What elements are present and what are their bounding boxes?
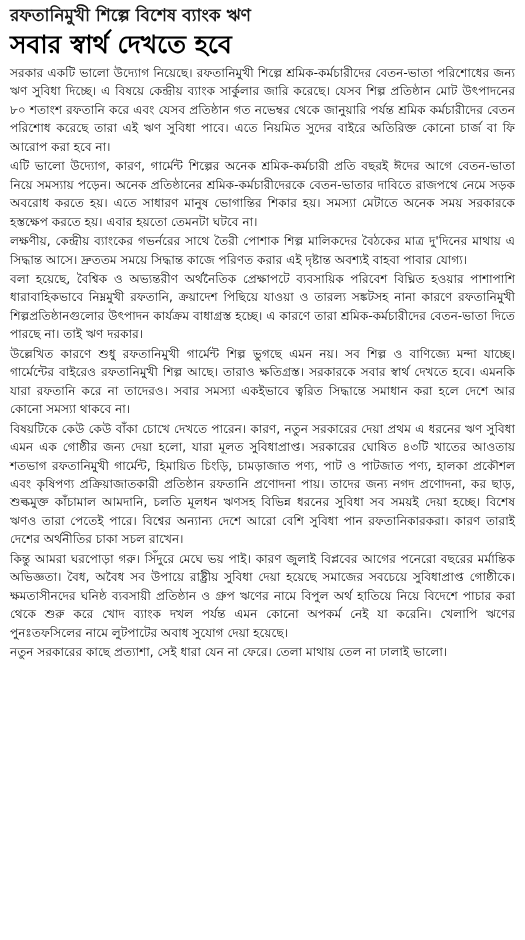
article-kicker: রফতানিমুখী শিল্পে বিশেষ ব্যাংক ঋণ [10, 6, 251, 26]
paragraph-3: লক্ষণীয়, কেন্দ্রীয় ব্যাংকের গভর্নরের সাথে তৈরী পোশাক শিল্প মালিকদের বৈঠকের মাত্র দু'দিনের মাথায় এ সিদ্ধান্ত আসে। দ্রুততম সময়ে সিদ্ধান্ত কাজে পরিণত করার এই দৃষ্টান্ত অবশ্যই বাহবা পাবার যোগ্য। [10, 234, 515, 267]
paragraph-7: কিন্তু আমরা ঘরপোড়া গরু। সিঁদুরে মেঘে ভয় পাই। কারণ জুলাই বিপ্লবের আগের পনেরো বছরের মর্মান্তিক অভিজ্ঞতা। বৈধ, অবৈধ সব উপায়ে রাষ্ট্রীয় সুবিধা দেয়া হয়েছে সমাজের সবচেয়ে সুবিধাপ্রাপ্ত গোষ্ঠীকে। ক্ষমতাসীনদের ঘনিষ্ঠ ব্যবসায়ী প্রতিষ্ঠান ও গ্রুপ ঋণের নামে বিপুল অর্থ হাতিয়ে নিয়ে বিদেশে পাচার করা থেকে শুরু করে খোদ ব্যাংক দখল পর্যন্ত এমন কোনো অপকর্ম নেই যা করেনি। খেলাপি ঋণের পুনঃতফসিলের নামে লুটপাটের অবাধ সুযোগ দেয়া হয়েছে। [10, 551, 515, 640]
paragraph-4: বলা হয়েছে, বৈশ্বিক ও অভ্যন্তরীণ অর্থনৈতিক প্রেক্ষাপটে ব্যবসায়িক পরিবেশ বিঘ্নিত হওয়ার পাশাপাশি ধারাবাহিকভাবে নিম্নমুখী রফতানি, ক্রয়াদেশ পিছিয়ে যাওয়া ও তারল্য সঙ্কটসহ নানা কারণে রফতানিমুখী শিল্পপ্রতিষ্ঠানগুলোর উৎপাদন কার্যক্রম বাধাগ্রস্ত হচ্ছে। এ কারণে তারা শ্রমিক-কর্মচারীদের বেতন-ভাতা দিতে পারছে না। তাই ঋণ দরকার। [10, 271, 515, 342]
article-body [10, 64, 515, 662]
paragraph-2: এটি ভালো উদ্যোগ, কারণ, গার্মেন্ট শিল্পের অনেক শ্রমিক-কর্মচারী প্রতি বছরই ঈদের আগে বেতন-ভাতা নিয়ে সমস্যায় পড়েন। অনেক প্রতিষ্ঠানের শ্রমিক-কর্মচারীদেরকে বেতন-ভাতার দাবিতে রাজপথে নেমে সড়ক অবরোধ করতে হয়। এতে সাধারণ মানুষ ভোগান্তির শিকার হয়। সমস্যা মেটাতে অনেক সময় সরকারকে হস্তক্ষেপ করতে হয়। এবার হয়তো তেমনটা ঘটবে না। [10, 159, 515, 229]
paragraph-1: সরকার একটি ভালো উদ্যোগ নিয়েছে। রফতানিমুখী শিল্পে শ্রমিক-কর্মচারীদের বেতন-ভাতা পরিশোধের জন্য ঋণ সুবিধা দিচ্ছে। এ বিষয়ে কেন্দ্রীয় ব্যাংক সার্কুলার জারি করেছে। যেসব শিল্প প্রতিষ্ঠান মোট উৎপাদনের ৮০ শতাংশ রফতানি করে এবং যেসব প্রতিষ্ঠান গত নভেম্বর থেকে জানুয়ারি পর্যন্ত শ্রমিক কর্মচারীদের বেতন পরিশোধ করেছে তারা এই ঋণ সুবিধা পাবে। এতে নিয়মিত সুদের বাইরে অতিরিক্ত কোনো চার্জ বা ফি আরোপ করা হবে না। [10, 66, 515, 154]
paragraph-6: বিষয়টিকে কেউ কেউ বাঁকা চোখে দেখতে পারেন। কারণ, নতুন সরকারের দেয়া প্রথম এ ধরনের ঋণ সুবিধা এমন এক গোষ্ঠীর জন্য দেয়া হলো, যারা মূলত সুবিধাপ্রাপ্ত। সরকারের ঘোষিত ৪৩টি খাতের আওতায় শতভাগ রফতানিমুখী গার্মেন্ট, হিমায়িত চিংড়ি, চামড়াজাত পণ্য, পাট ও পাটজাত পণ্য, হালকা প্রকৌশল এবং কৃষিপণ্য প্রক্রিয়াজাতকারী প্রতিষ্ঠান রফতানি প্রণোদনা পায়। তাদের জন্য নগদ প্রণোদনা, কর ছাড়, শুল্কমুক্ত কাঁচামাল আমদানি, চলতি মূলধন ঋণসহ বিভিন্ন ধরনের সুবিধা সব সময়ই দেয়া হচ্ছে। বিশেষ ঋণও তারা পেতেই পারে। বিশ্বের অন্যান্য দেশে আরো বেশি সুবিধা পান রফতানিকারকরা। কারণ তারাই দেশের অর্থনীতির চাকা সচল রাখেন। [10, 421, 515, 547]
paragraph-8: নতুন সরকারের কাছে প্রত্যাশা, সেই ধারা যেন না ফেরে। তেলা মাথায় তেল না ঢালাই ভালো। [10, 645, 448, 660]
paragraph-5: উল্লেখিত কারণে শুধু রফতানিমুখী গার্মেন্ট শিল্প ভুগছে এমন নয়। সব শিল্প ও বাণিজ্যে মন্দা যাচ্ছে। গার্মেন্টের বাইরেও রফতানিমুখী শিল্প আছে। তারাও ক্ষতিগ্রস্ত। সরকারকে সবার স্বার্থ দেখতে হবে। এমনকি যারা রফতানি করে না তাদেরও। সবার সমস্যা একইভাবে ত্বরিত সিদ্ধান্তে সমাধান করা হলে দেশে আর কোনো সমস্যা থাকবে না। [10, 346, 515, 417]
article-headline: সবার স্বার্থ দেখতে হবে [10, 30, 232, 59]
